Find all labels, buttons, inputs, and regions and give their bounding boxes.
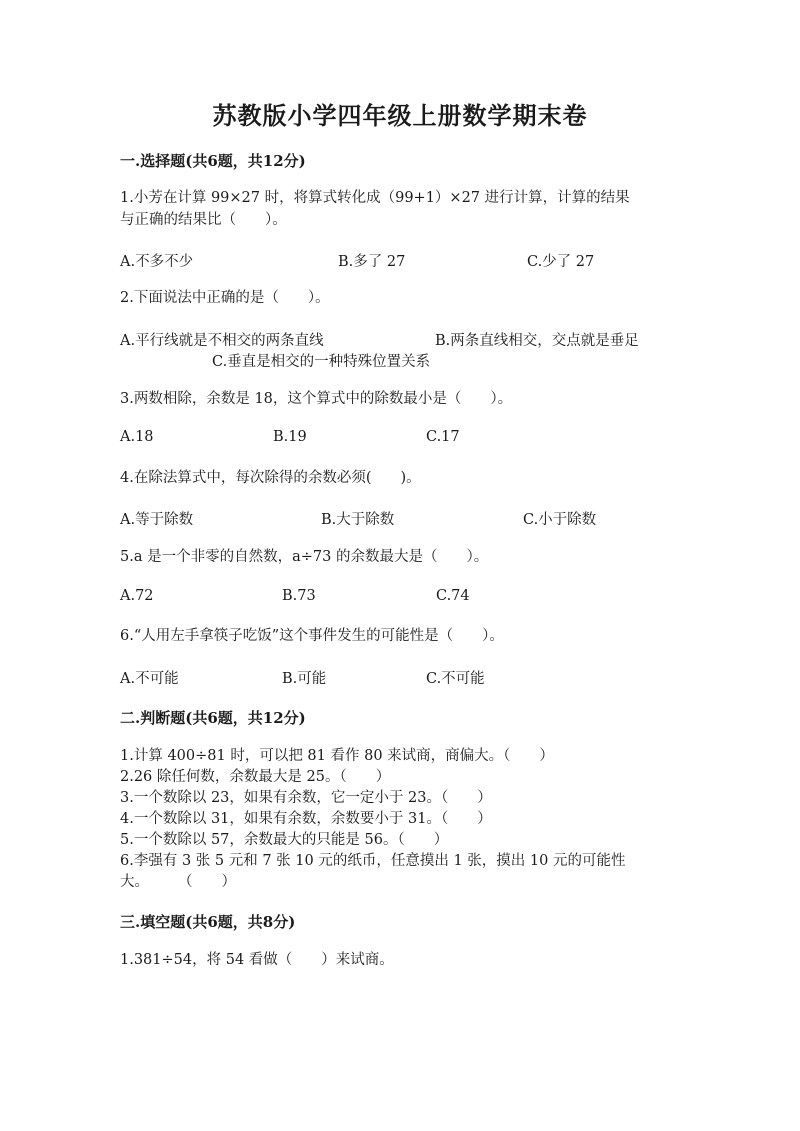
judge-item-continued: 大。 （ ） [120,874,236,890]
option-c: C.小于除数 [523,512,597,528]
judge-item: 3.一个数除以 23，如果有余数，它一定小于 23。（ ） [120,790,492,806]
option-c: C.74 [436,588,470,604]
question-text: 2.下面说法中正确的是（ ）。 [120,290,330,306]
judge-item: 2.26 除任何数，余数最大是 25。（ ） [120,769,391,785]
option-a: A.72 [120,588,154,604]
option-a: A.平行线就是不相交的两条直线 [120,333,324,349]
fill-question: 1.381÷54，将 54 看做（ ）来试商。 [120,952,394,968]
option-b: B.两条直线相交，交点就是垂足 [435,333,639,349]
option-c: C.不可能 [426,671,485,687]
option-b: B.大于除数 [321,512,395,528]
option-a: A.不可能 [120,671,179,687]
option-b: B.19 [273,429,307,445]
question-text: 与正确的结果比（ ）。 [120,212,287,228]
option-a: A.18 [120,429,154,445]
option-c: C.少了 27 [527,254,595,270]
question-text: 6.“人用左手拿筷子吃饭”这个事件发生的可能性是（ ）。 [120,628,504,644]
question-text: 4.在除法算式中，每次除得的余数必须( )。 [120,470,421,486]
option-c: C.垂直是相交的一种特殊位置关系 [212,354,431,370]
section-heading-judge: 二.判断题(共6题，共12分) [120,709,306,727]
judge-item: 5.一个数除以 57，余数最大的只能是 56。（ ） [120,832,449,848]
question-text: 3.两数相除，余数是 18，这个算式中的除数最小是（ ）。 [120,391,513,407]
page-title: 苏教版小学四年级上册数学期末卷 [212,101,588,130]
option-c: C.17 [426,429,460,445]
judge-item: 4.一个数除以 31，如果有余数，余数要小于 31。（ ） [120,811,492,827]
question-text: 5.a 是一个非零的自然数，a÷73 的余数最大是（ ）。 [120,549,489,565]
option-a: A.不多不少 [120,254,194,270]
question-text: 1.小芳在计算 99×27 时，将算式转化成（99+1）×27 进行计算，计算的结果 [120,190,630,206]
section-heading-fill: 三.填空题(共6题，共8分) [120,913,296,931]
option-a: A.等于除数 [120,512,194,528]
section-heading-choice: 一.选择题(共6题，共12分) [120,152,306,170]
option-b: B.可能 [282,671,327,687]
option-b: B.73 [282,588,316,604]
judge-item: 1.计算 400÷81 时，可以把 81 看作 80 来试商，商偏大。（ ） [120,748,554,764]
judge-item: 6.李强有 3 张 5 元和 7 张 10 元的纸币，任意摸出 1 张，摸出 10 元的可能性 [120,853,626,869]
option-b: B.多了 27 [338,254,406,270]
